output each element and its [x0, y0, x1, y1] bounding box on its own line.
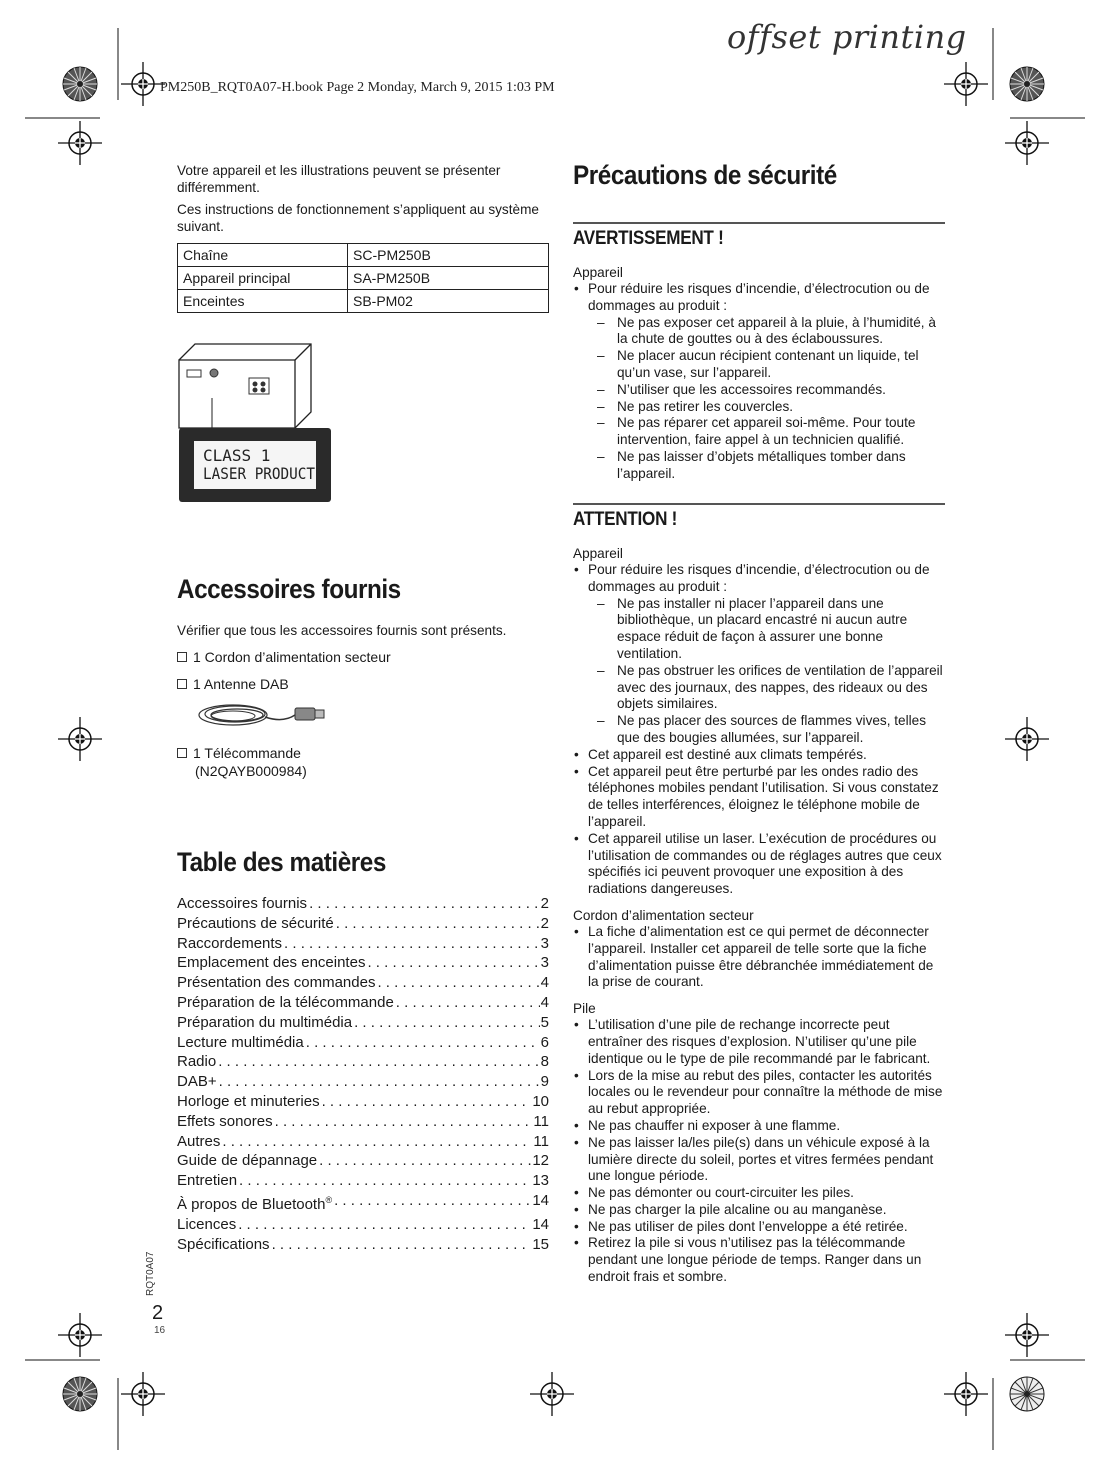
accessory-item-remote [177, 744, 549, 762]
list-item: • Ne pas chauffer ni exposer à une flamme. [573, 1118, 945, 1135]
toc-entry-page: 13 [532, 1172, 549, 1190]
remote-code: (N2QAYB000984) [195, 763, 307, 779]
page-sub-number: 16 [154, 1325, 166, 1336]
toc-entry-page: 14 [532, 1215, 549, 1233]
toc-entry-title: À propos de Bluetooth [177, 1195, 326, 1213]
warning-heading: AVERTISSEMENT ! [573, 228, 724, 249]
list-item: – Ne pas placer des sources de flammes vives, telles que des bougies allumées, sur l’appareil. [588, 713, 945, 747]
toc-entry-page: 4 [540, 993, 549, 1011]
list-item-text: Pour réduire les risques d’incendie, d’électrocution ou de dommages au produit : [588, 281, 930, 313]
toc-dots [377, 973, 539, 993]
toc-entry-title: Entretien [177, 1172, 238, 1190]
toc-entry-title: Guide de dépannage [177, 1152, 318, 1170]
cord-list [573, 924, 945, 991]
list-item: – Ne pas réparer cet appareil soi-même. Pour toute intervention, faire appel à un technicien qualifié. [588, 415, 945, 449]
toc-entry-page: 3 [540, 954, 549, 972]
caution-list [573, 562, 945, 898]
toc-entry[interactable] [177, 1215, 549, 1235]
toc-entry[interactable] [177, 1235, 549, 1255]
table-cell-value: SB-PM02 [348, 290, 549, 313]
toc-entry-page: 15 [532, 1235, 549, 1253]
toc-entry-page: 5 [540, 1013, 549, 1031]
list-item: – Ne pas exposer cet appareil à la pluie, à l’humidité, à la chute de gouttes ou à des éclaboussures. [588, 315, 945, 349]
toc-dots [272, 1235, 532, 1255]
laser-label-line1: CLASS 1 [203, 446, 271, 465]
toc-entry[interactable] [177, 1072, 549, 1092]
toc-entry-title: DAB+ [177, 1073, 217, 1091]
accessory-item-dab-antenna [177, 675, 549, 693]
checkbox-icon [177, 679, 187, 689]
toc-entry[interactable] [177, 1112, 549, 1132]
toc-dots [239, 1171, 531, 1191]
toc-dots [219, 1072, 540, 1092]
toc-entry-title: Effets sonores [177, 1112, 273, 1130]
intro-text [177, 162, 549, 240]
toc-entry-page: 4 [540, 974, 549, 992]
table-cell-label: Enceintes [178, 290, 348, 313]
list-item: – Ne pas laisser d’objets métalliques tomber dans l’appareil. [588, 449, 945, 483]
toc-entry-page: 9 [540, 1073, 549, 1091]
table-row [178, 244, 549, 267]
device-rear-illustration [177, 336, 337, 506]
list-item: • Cet appareil est destiné aux climats tempérés. [573, 747, 945, 764]
list-item: – Ne placer aucun récipient contenant un liquide, tel qu’un vase, sur l’appareil. [588, 348, 945, 382]
accessories-intro: Vérifier que tous les accessoires fournis sont présents. [177, 623, 507, 638]
toc-entry-title: Spécifications [177, 1235, 270, 1253]
toc-entry-title: Préparation du multimédia [177, 1013, 353, 1031]
toc-entry-title: Accessoires fournis [177, 895, 308, 912]
toc-entry-title: Raccordements [177, 934, 283, 952]
list-item: – Ne pas obstruer les orifices de ventilation de l’appareil avec des journaux, des nappes, des rideaux ou des objets similaires. [588, 663, 945, 713]
toc-dots [319, 1151, 531, 1171]
toc-entry-title: Préparation de la télécommande [177, 993, 394, 1011]
intro-paragraph-2: Ces instructions de fonctionnement s’appliquent au système suivant. [177, 202, 539, 234]
accessory-label: 1 Télécommande [193, 745, 301, 761]
toc-dots [238, 1215, 531, 1235]
toc-entry[interactable] [177, 1171, 549, 1191]
table-cell-value: SC-PM250B [348, 244, 549, 267]
list-item: • Cet appareil utilise un laser. L’exécution de procédures ou l’utilisation de commandes ou de réglages autres que ceux spécifiés ici peuvent provoquer une exposition à des radiations dangereuses. [573, 831, 945, 898]
checkbox-icon [177, 652, 187, 662]
toc-entry[interactable] [177, 894, 549, 914]
accessory-label: 1 Antenne DAB [193, 676, 289, 692]
toc-dots [336, 914, 540, 934]
caution-sub-appareil: Appareil [573, 546, 623, 561]
list-item: • Retirez la pile si vous n’utilisez pas la télécommande pendant une longue période de temps. Ranger dans un endroit frais et sombre. [573, 1235, 945, 1285]
table-of-contents [177, 894, 549, 1254]
toc-entry[interactable] [177, 914, 549, 934]
table-row [178, 290, 549, 313]
toc-entry[interactable] [177, 1151, 549, 1171]
toc-dots [367, 953, 539, 973]
safety-title: Précautions de sécurité [573, 160, 837, 190]
caution-dash-list [588, 596, 945, 747]
list-item: • Ne pas charger la pile alcaline ou au manganèse. [573, 1202, 945, 1219]
toc-dots [306, 1033, 540, 1053]
accessory-item-power-cord [177, 648, 549, 666]
warning-dash-list [588, 315, 945, 483]
toc-entry[interactable] [177, 1052, 549, 1072]
table-cell-value: SA-PM250B [348, 267, 549, 290]
table-row [178, 267, 549, 290]
warning-list [573, 281, 945, 483]
toc-entry-page: 2 [540, 895, 549, 912]
toc-entry-title: Radio [177, 1053, 217, 1071]
caution-sub-pile: Pile [573, 1001, 596, 1017]
list-item: • Ne pas laisser la/les pile(s) dans un véhicule exposé à la lumière directe du soleil, portes et vitres fermées pendant une longue période. [573, 1135, 945, 1185]
section-rule [573, 503, 945, 505]
toc-dots [322, 1092, 532, 1112]
battery-list [573, 1017, 945, 1286]
registered-mark: ® [325, 1194, 333, 1205]
toc-entry-title: Lecture multimédia [177, 1033, 304, 1051]
caution-section [573, 545, 945, 1286]
toc-dots [275, 1112, 533, 1132]
toc-dots [354, 1013, 540, 1033]
list-item: – N’utiliser que les accessoires recommandés. [588, 382, 945, 399]
toc-entry-page: 11 [533, 1132, 549, 1150]
toc-entry[interactable] [177, 1132, 549, 1152]
system-table-wrap [177, 243, 549, 313]
file-header: PM250B_RQT0A07-H.book Page 2 Monday, March 9, 2015 1:03 PM [160, 80, 555, 95]
accessory-label: 1 Cordon d’alimentation secteur [193, 649, 391, 665]
list-item: – Ne pas installer ni placer l’appareil dans une bibliothèque, un placard encastré ni aucun autre espace réduit de façon à assurer une bonne ventilation. [588, 596, 945, 663]
toc-entry-page: 6 [540, 1033, 549, 1051]
toc-entry[interactable] [177, 1033, 549, 1053]
toc-entry[interactable] [177, 1191, 549, 1215]
toc-entry-page: 11 [533, 1112, 549, 1130]
toc-entry-page: 2 [540, 914, 549, 932]
dab-antenna-icon [193, 695, 333, 735]
toc-entry[interactable] [177, 934, 549, 954]
list-item: • Ne pas démonter ou court-circuiter les piles. [573, 1185, 945, 1202]
toc-entry-page: 10 [532, 1092, 549, 1110]
checkbox-icon [177, 748, 187, 758]
toc-entry[interactable] [177, 953, 549, 973]
warning-sub-appareil: Appareil [573, 265, 623, 280]
toc-entry-page: 8 [540, 1053, 549, 1071]
intro-paragraph-1: Votre appareil et les illustrations peuvent se présenter différemment. [177, 163, 501, 195]
toc-dots [396, 993, 540, 1013]
list-item [573, 281, 945, 483]
toc-entry-title: Précautions de sécurité [177, 914, 334, 932]
toc-dots [334, 1191, 531, 1215]
list-item: • L’utilisation d’une pile de rechange incorrecte peut entraîner des risques d’explosion. N’utiliser qu’une pile identique ou le type de pile recommandé par le fabricant. [573, 1017, 945, 1067]
list-item: • Lors de la mise au rebut des piles, contacter les autorités locales ou le revendeur pour connaître la méthode de mise au rebut appropriée. [573, 1068, 945, 1118]
toc-entry-page: 3 [540, 934, 549, 952]
laser-label-line2: LASER PRODUCT [203, 464, 316, 483]
caution-heading: ATTENTION ! [573, 509, 678, 530]
toc-dots [309, 894, 540, 914]
toc-title: Table des matières [177, 847, 386, 877]
document-code: RQT0A07 [145, 1251, 156, 1296]
toc-entry-title: Emplacement des enceintes [177, 954, 366, 972]
toc-entry-title: Licences [177, 1215, 237, 1233]
toc-dots [218, 1052, 539, 1072]
toc-entry-title: Autres [177, 1132, 221, 1150]
list-item [573, 562, 945, 747]
list-item: – Ne pas retirer les couvercles. [588, 399, 945, 416]
caution-sub-cordon: Cordon d’alimentation secteur [573, 907, 754, 923]
list-item: • Cet appareil peut être perturbé par les ondes radio des téléphones mobiles pendant l’utilisation. Si vous constatez de telles interférences, éloignez le téléphone mobile de l’appareil. [573, 764, 945, 831]
toc-entry[interactable] [177, 973, 549, 993]
list-item: • La fiche d’alimentation est ce qui permet de déconnecter l’appareil. Installer cet appareil de telle sorte que la fiche d’alimentation puisse être débranchée immédiatement de la prise de courant. [573, 924, 945, 991]
list-item: • Ne pas utiliser de piles dont l’enveloppe a été retirée. [573, 1219, 945, 1236]
toc-entry[interactable] [177, 1092, 549, 1112]
table-cell-label: Appareil principal [178, 267, 348, 290]
page-number: 2 [152, 1302, 164, 1324]
toc-entry[interactable] [177, 1013, 549, 1033]
toc-entry-title: Horloge et minuteries [177, 1092, 320, 1110]
toc-entry-page: 14 [532, 1191, 549, 1209]
list-item-text: Pour réduire les risques d’incendie, d’électrocution ou de dommages au produit : [588, 562, 930, 594]
toc-dots [284, 934, 540, 954]
table-cell-label: Chaîne [178, 244, 348, 267]
toc-entry-title: Présentation des commandes [177, 974, 376, 992]
offset-printing-label: offset printing [727, 18, 967, 56]
accessories-title: Accessoires fournis [177, 574, 401, 604]
toc-dots [222, 1132, 532, 1152]
system-table [177, 243, 549, 313]
section-rule [573, 222, 945, 224]
warning-section [573, 264, 945, 483]
toc-entry-page: 12 [532, 1152, 549, 1170]
toc-entry[interactable] [177, 993, 549, 1013]
